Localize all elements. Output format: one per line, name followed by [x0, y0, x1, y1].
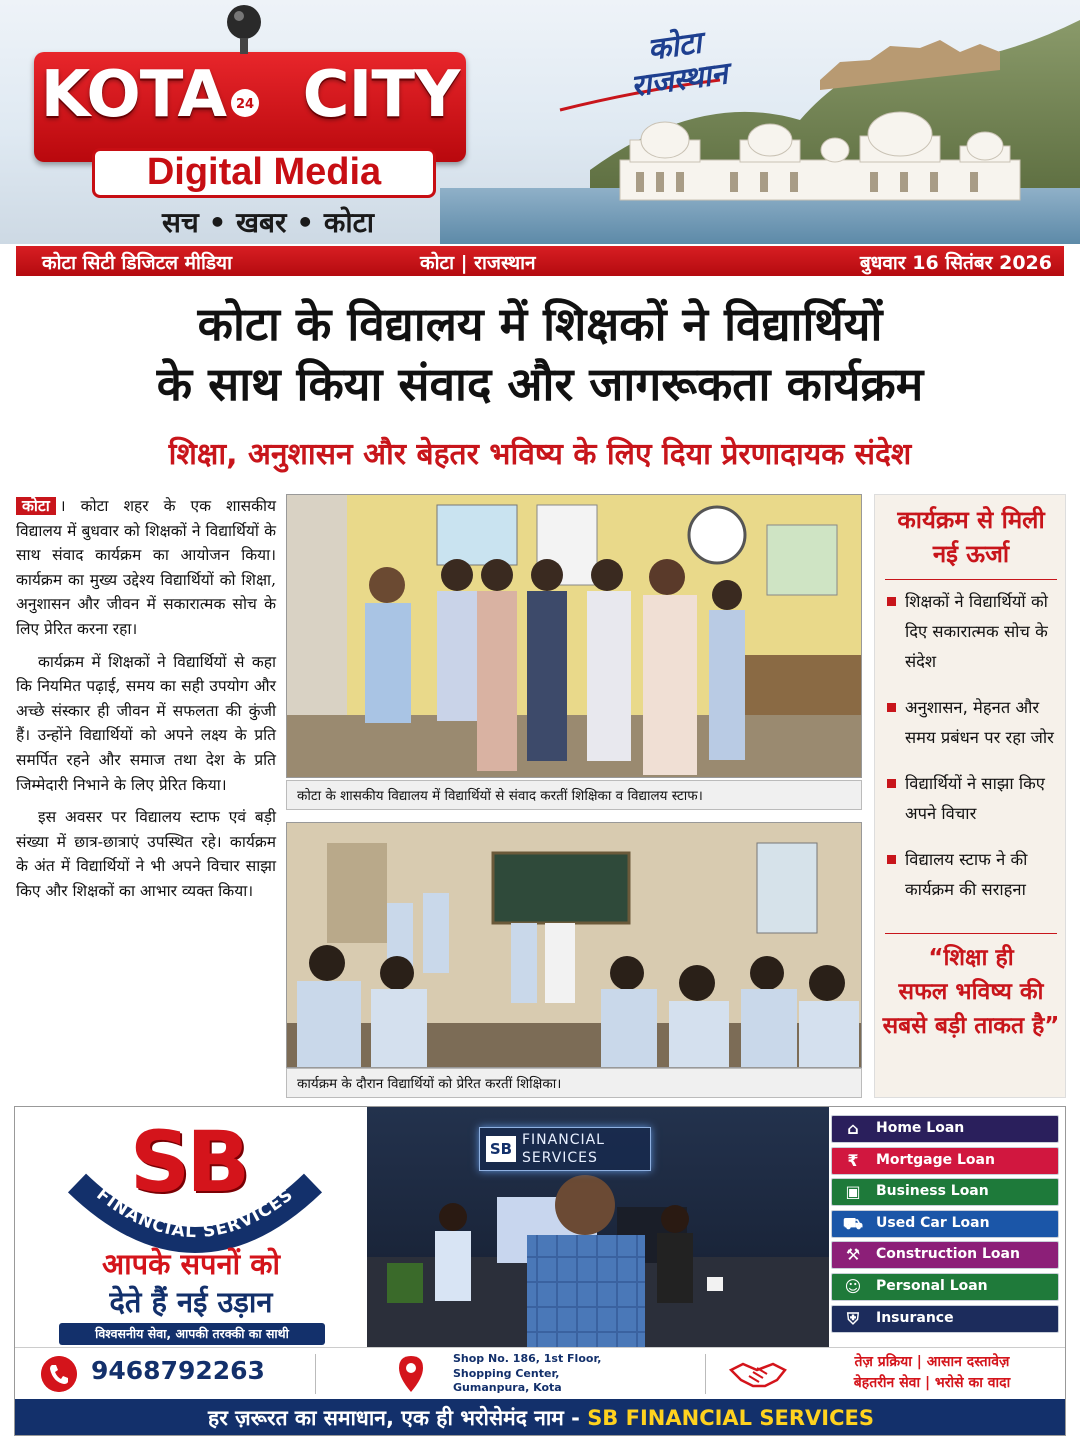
sidebar-highlights-list [883, 587, 1063, 921]
phone-number[interactable]: 9468792263 [91, 1356, 265, 1385]
svg-text:FINANCIAL SERVICES: FINANCIAL SERVICES [92, 1184, 298, 1243]
logo-wordmark: KOTA CITY [40, 58, 460, 132]
classroom-photo-2 [286, 822, 862, 1068]
article-paragraph: इस अवसर पर विद्यालय स्टाफ एवं बड़ी संख्या में छात्र-छात्राएं उपस्थित रहे। कार्यक्रम के अंत में विद्यार्थियों ने भी अपने विचार साझा किए और शिक्षकों का आभार व्यक्त किया। [16, 808, 276, 900]
masthead [0, 0, 1080, 244]
loan-item-home[interactable]: ⌂ Home Loan [831, 1115, 1059, 1143]
sidebar-title: कार्यक्रम से मिली नई ऊर्जा [897, 506, 1045, 568]
handshake-icon [727, 1356, 789, 1392]
info-bar [16, 246, 1064, 276]
person-icon: ☺ [844, 1276, 862, 1296]
briefcase-icon: ▣ [845, 1182, 861, 1202]
loan-item-mortgage[interactable]: ₹ Mortgage Loan [831, 1147, 1059, 1175]
site-logo[interactable] [34, 52, 466, 162]
logo-24-badge [230, 88, 260, 118]
sidebar-divider [885, 579, 1057, 580]
list-item: अनुशासन, मेहनत और समय प्रबंधन पर रहा जोर [883, 693, 1063, 753]
divider [315, 1354, 316, 1394]
photo-caption-2: कार्यक्रम के दौरान विद्यार्थियों को प्रेरित करतीं शिक्षिका। [286, 1068, 862, 1098]
sidebar-divider [885, 933, 1057, 934]
loan-item-personal[interactable]: ☺ Personal Loan [831, 1273, 1059, 1301]
loan-item-construction[interactable]: ⚒ Construction Loan [831, 1241, 1059, 1269]
article-paragraph: कोटा । कोटा शहर के एक शासकीय विद्यालय में बुधवार को शिक्षकों ने विद्यार्थियों के साथ संवाद कार्यक्रम का आयोजन किया। कार्यक्रम का मुख्य उद्देश्य विद्यार्थियों को शिक्षा, अनुशासन और जीवन में सकारात्मक सोच के लिए प्रेरित करना रहा। [16, 497, 276, 638]
sb-financial-advertisement[interactable] [14, 1106, 1066, 1436]
photo-caption-1: कोटा के शासकीय विद्यालय में विद्यार्थियों से संवाद करतीं शिक्षिका व विद्यालय स्टाफ। [286, 780, 862, 810]
highlights-sidebar [874, 494, 1066, 1098]
list-item: विद्यार्थियों ने साझा किए अपने विचार [883, 769, 1063, 829]
publication-date: बुधवार 16 सितंबर 2026 [859, 252, 1052, 274]
publication-location: कोटा | राजस्थान [420, 252, 536, 274]
loan-item-used-car[interactable]: ⛟ Used Car Loan [831, 1210, 1059, 1238]
rupee-icon: ₹ [847, 1150, 859, 1170]
office-sign: SB FINANCIAL SERVICES [479, 1127, 651, 1171]
loan-services-list [831, 1115, 1059, 1336]
divider [705, 1354, 706, 1394]
city-script-label: कोटा राजस्थान [628, 25, 730, 105]
masthead-tagline: सच • खबर • कोटा [162, 206, 374, 239]
ad-contact-strip [15, 1347, 1066, 1399]
article-body [16, 494, 276, 912]
ad-slogan: आपके सपनों को देते हैं नई उड़ान [101, 1247, 281, 1319]
list-item: विद्यालय स्टाफ ने की कार्यक्रम की सराहना [883, 845, 1063, 905]
loan-item-insurance[interactable]: ⛨ Insurance [831, 1305, 1059, 1333]
office-photo [367, 1107, 829, 1347]
classroom-photo-1 [286, 494, 862, 778]
dateline-badge: कोटा [16, 497, 56, 515]
logo-subtitle: Digital Media [92, 148, 436, 198]
home-icon: ⌂ [847, 1119, 859, 1138]
classroom-photo-1-image [287, 495, 862, 778]
publication-name: कोटा सिटी डिजिटल मीडिया [42, 252, 232, 274]
main-headline: कोटा के विद्यालय में शिक्षकों ने विद्यार्थियों के साथ किया संवाद और जागरूकता कार्यक्रम [156, 297, 924, 411]
ad-brand-panel [15, 1107, 367, 1347]
construction-icon: ⚒ [845, 1245, 861, 1265]
ad-trust-strip: विश्वसनीय सेवा, आपकी तरक्की का साथी [59, 1323, 325, 1345]
list-item: शिक्षकों ने विद्यार्थियों को दिए सकारात्मक सोच के संदेश [883, 587, 1063, 677]
car-icon: ⛟ [842, 1213, 864, 1233]
svg-text:24: 24 [235, 97, 255, 112]
phone-icon [41, 1356, 77, 1392]
sb-logo: SB [129, 1113, 247, 1211]
service-promise: तेज़ प्रक्रिया | आसान दस्तावेज़ बेहतरीन सेवा | भरोसे का वादा [853, 1354, 1011, 1391]
loan-item-business[interactable]: ▣ Business Loan [831, 1178, 1059, 1206]
sub-headline: शिक्षा, अनुशासन और बेहतर भविष्य के लिए दिया प्रेरणादायक संदेश [168, 437, 912, 472]
location-pin-icon [397, 1354, 425, 1394]
kota-palace-illustration [440, 0, 1080, 244]
article-paragraph: कार्यक्रम में शिक्षकों ने विद्यार्थियों से कहा कि नियमित पढ़ाई, समय का सही उपयोग और अच्छे संस्कार ही जीवन में सफलता की कुंजी हैं। उन्होंने विद्यार्थियों को अपने लक्ष्य के प्रति समर्पित रहने और समाज तथा देश के प्रति जिम्मेदारी निभाने के लिए प्रेरित किया। [16, 652, 276, 794]
microphone-icon [216, 0, 272, 56]
pull-quote: “शिक्षा ही सफल भविष्य की सबसे बड़ी ताकत है” [882, 945, 1060, 1039]
ad-footer-banner: हर ज़रूरत का समाधान, एक ही भरोसेमंद नाम - SB FINANCIAL SERVICES [15, 1399, 1066, 1436]
shield-icon: ⛨ [846, 1308, 859, 1328]
classroom-photo-2-image [287, 823, 862, 1068]
shop-address: Shop No. 186, 1st Floor, Shopping Center, Gumanpura, Kota [453, 1352, 602, 1394]
